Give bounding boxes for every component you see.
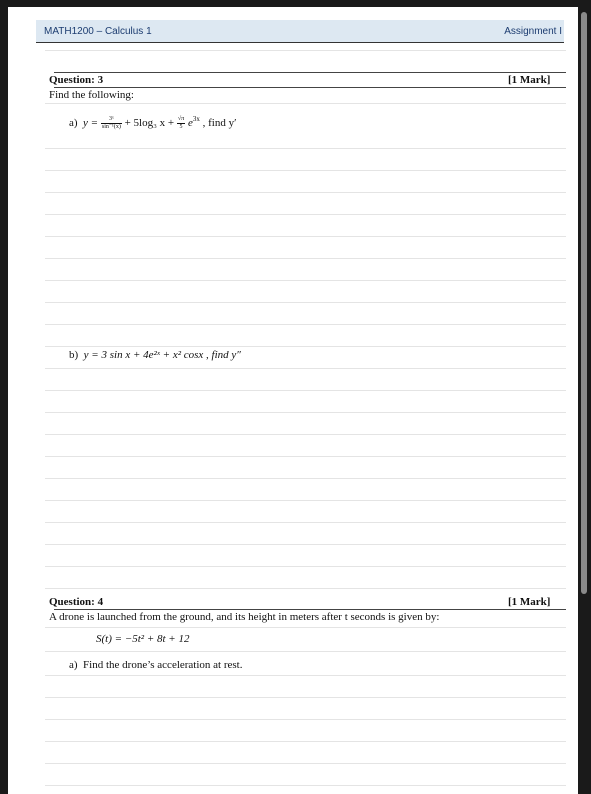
document-page: [8, 7, 578, 794]
ruled-line: [45, 785, 566, 786]
part-a-middle: + 5log₃ x +: [124, 117, 175, 129]
part-a-lhs: y =: [83, 117, 99, 129]
ruled-line: [45, 719, 566, 720]
question-3-title: Question: 3: [49, 74, 104, 86]
question-4-prompt: A drone is launched from the ground, and its height in meters after t seconds is given by:: [49, 611, 440, 623]
ruled-line: [45, 588, 566, 589]
fraction-numerator: 3ˣ: [101, 116, 122, 124]
fraction-numerator: √π: [177, 115, 185, 122]
fraction-root-pi-over-5: [177, 116, 185, 131]
ruled-line: [45, 50, 566, 51]
ruled-line: [45, 280, 566, 281]
ruled-line: [45, 148, 566, 149]
question-divider: [54, 87, 566, 88]
ruled-line: [45, 544, 566, 545]
ruled-line: [45, 324, 566, 325]
vertical-scrollbar[interactable]: [581, 12, 587, 594]
ruled-line: [45, 522, 566, 523]
assignment-label: Assignment I: [504, 26, 562, 37]
part-a-text: Find the drone’s acceleration at rest.: [83, 659, 243, 671]
part-b-formula: y = 3 sin x + 4e²ˣ + x² cosx , find y″: [83, 349, 241, 361]
ruled-line: [45, 412, 566, 413]
part-a-label: a): [69, 659, 78, 671]
ruled-line: [45, 456, 566, 457]
ruled-line: [45, 675, 566, 676]
ruled-line: [45, 103, 566, 104]
part-b-label: b): [69, 349, 79, 361]
page-header: [36, 20, 564, 43]
ruled-line: [45, 258, 566, 259]
height-equation: [96, 633, 189, 645]
fraction-denominator: sin⁻¹(x): [101, 123, 121, 130]
part-a-find: , find y′: [202, 117, 237, 129]
ruled-line: [45, 651, 566, 652]
question-4-title: Question: 4: [49, 596, 104, 608]
part-a-expression: [69, 115, 237, 131]
course-title: MATH1200 – Calculus 1: [44, 26, 152, 37]
question-divider: [54, 72, 566, 73]
ruled-line: [45, 346, 566, 347]
ruled-line: [45, 192, 566, 193]
ruled-line: [45, 236, 566, 237]
ruled-line: [45, 763, 566, 764]
ruled-line: [45, 741, 566, 742]
equation-text: S(t) = −5t² + 8t + 12: [96, 633, 190, 645]
ruled-line: [45, 368, 566, 369]
ruled-line: [45, 390, 566, 391]
question-4-part-a: [69, 659, 243, 671]
exp-base: e: [187, 117, 193, 129]
ruled-line: [45, 214, 566, 215]
fraction-denominator: 5: [179, 123, 183, 130]
question-3-marks: [1 Mark]: [508, 74, 551, 86]
ruled-line: [45, 500, 566, 501]
ruled-line: [45, 170, 566, 171]
exp-power: 3x: [192, 115, 200, 123]
question-4-marks: [1 Mark]: [508, 596, 551, 608]
ruled-line: [45, 302, 566, 303]
ruled-line: [45, 478, 566, 479]
question-divider: [54, 609, 566, 610]
ruled-line: [45, 566, 566, 567]
part-b-expression: [69, 349, 241, 361]
part-a-label: a): [69, 117, 78, 129]
question-3-prompt: Find the following:: [49, 89, 134, 101]
ruled-line: [45, 627, 566, 628]
fraction-3x-over-arcsin: [101, 116, 122, 131]
ruled-line: [45, 434, 566, 435]
ruled-line: [45, 697, 566, 698]
